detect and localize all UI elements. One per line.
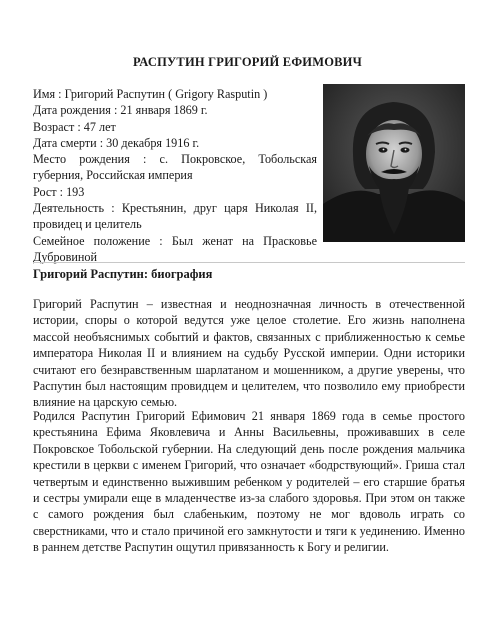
section-heading: Григорий Распутин: биография bbox=[33, 267, 213, 281]
portrait-illustration bbox=[323, 84, 465, 242]
info-birthplace: Место рождения : с. Покровское, Тобольская губерния, Российская империя bbox=[33, 152, 317, 183]
portrait-photo bbox=[323, 84, 465, 242]
section-divider bbox=[33, 262, 465, 263]
info-age: Возраст : 47 лет bbox=[33, 119, 116, 134]
page-title: РАСПУТИН ГРИГОРИЙ ЕФИМОВИЧ bbox=[133, 55, 362, 69]
info-death-date: Дата смерти : 30 декабря 1916 г. bbox=[33, 135, 200, 150]
info-birth-date: Дата рождения : 21 января 1869 г. bbox=[33, 103, 208, 118]
info-block bbox=[33, 86, 317, 265]
info-height: Рост : 193 bbox=[33, 184, 85, 199]
paragraph: Григорий Распутин – известная и неоднозначная личность в отечественной истории, споры о которой ведутся уже целое столетие. Его жизнь наполнена массой необъяснимых событий и фактов, связанных с приближенностью к семье императора Николая II и влиянием на судьбу Русской империи. Одни историки считают его безнравственным шарлатаном и мошенником, а другие уверены, что Распутин был настоящим провидцем и целителем, что позволило ему приобрести влияние на царскую семью. bbox=[33, 297, 465, 410]
info-name: Имя : Григорий Распутин ( Grigory Rasputin ) bbox=[33, 87, 268, 101]
info-marital-status: Семейное положение : Был женат на Прасковье Дубровиной bbox=[33, 233, 317, 264]
info-occupation: Деятельность : Крестьянин, друг царя Николая II, провидец и целитель bbox=[33, 201, 317, 232]
paragraph: Родился Распутин Григорий Ефимович 21 января 1869 года в семье простого крестьянина Ефима Яковлевича и Анны Васильевны, проживавших в селе Покровское Тобольской губернии. На следующий день после рождения мальчика крестили в церкви с именем Григорий, что означает «бодрствующий». Гриша стал четвертым и единственно выжившим ребенком у родителей – его старшие братья и сестры умирали еще в младенчестве из-за слабого здоровья. При этом он также с самого рождения был слабеньким, поэтому не мог вдоволь играть со сверстниками, что и стало причиной его замкнутости и тяги к уединению. Именно в раннем детстве Распутин ощутил привязанность к Богу и религии. bbox=[33, 409, 465, 555]
